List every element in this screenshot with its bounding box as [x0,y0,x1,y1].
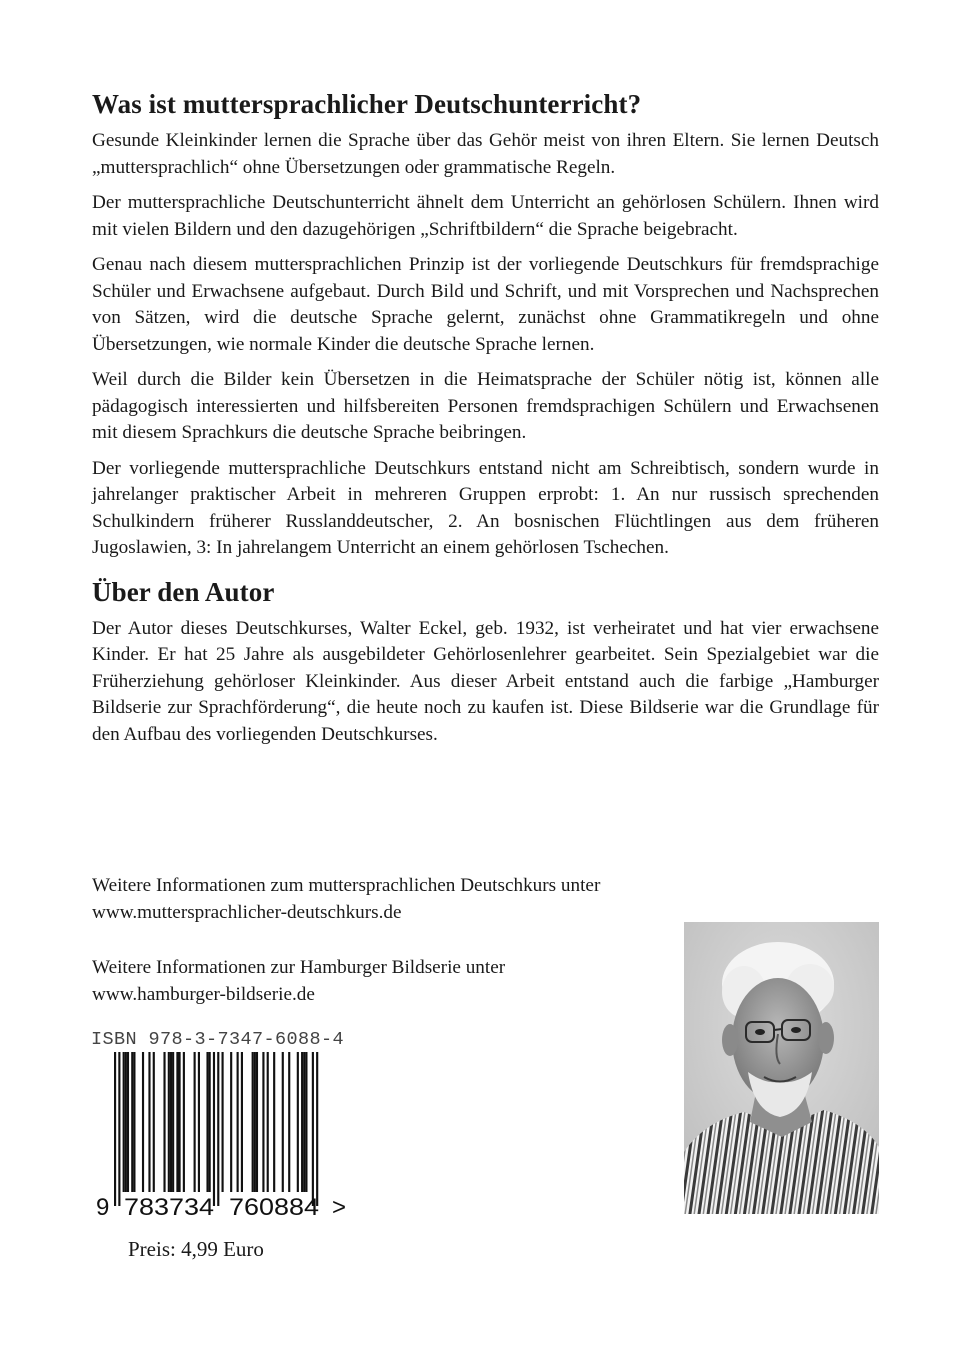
barcode-bar [131,1052,133,1192]
barcode-bar [217,1052,219,1206]
barcode-bar [153,1052,155,1192]
isbn-label: ISBN 978-3-7347-6088-4 [91,1029,345,1050]
barcode-bar [213,1052,215,1206]
paragraph-1: Gesunde Kleinkinder lernen die Sprache über das Gehör meist von ihren Eltern. Sie lernen Deutsch „muttersprachlich“ ohne Übersetzungen oder grammatische Regeln. [92,130,879,178]
barcode-bar [194,1052,196,1192]
info-bildserie-text: Weitere Informationen zur Hamburger Bildserie unter [92,957,506,978]
barcode-bar [241,1052,243,1192]
barcode-lead-digit: 9 [96,1194,110,1221]
barcode-bar [316,1052,318,1206]
barcode-bar [305,1052,307,1192]
barcode-bar [312,1052,314,1206]
section-title-what-is: Was ist muttersprachlicher Deutschunterricht? [92,89,642,119]
price-label: Preis: 4,99 Euro [128,1237,264,1261]
barcode-bar [123,1052,125,1192]
barcode-bar [148,1052,150,1192]
barcode-bar [230,1052,232,1192]
barcode-bar [282,1052,284,1192]
barcode-bar [127,1052,129,1192]
barcode-bar [179,1052,181,1192]
barcode-bar [183,1052,185,1192]
barcode-bar [273,1052,275,1192]
paragraph-5: Der vorliegende muttersprachliche Deutschkurs entstand nicht am Schreibtisch, sondern wurde in jahrelanger praktischer Arbeit in mehreren Gruppen erprobt: 1. An nur russisch sprechenden Schulkindern früherer Russlanddeutscher, 2. An bosnischen Flüchtlingen aus dem früheren Jugoslawien, 3: In jahrelangem Unterricht an einem gehörlosen Tschechen. [92,457,879,558]
barcode-bar [170,1052,172,1192]
barcode-bar [118,1052,120,1206]
barcode-bar [237,1052,239,1192]
barcode-bar [176,1052,178,1192]
barcode-bar [142,1052,144,1192]
info-deutschkurs-url[interactable]: www.muttersprachlicher-deutschkurs.de [92,902,402,923]
paragraph-4: Weil durch die Bilder kein Übersetzen in die Heimatsprache der Schüler nötig ist, können alle pädagogisch interessierten und hilfsbereiten Personen fremdsprachigen Schülern und Erwachsenen mit diesem Sprachkurs die deutsche Sprache beibringen. [92,369,879,443]
barcode-bar [222,1052,224,1192]
paragraph-2: Der muttersprachliche Deutschunterricht ähnelt dem Unterricht an gehörlosen Schülern. Ihnen wird mit vielen Bildern und den dazugehörigen „Schriftbildern“ die Sprache beigebracht. [92,192,879,240]
section-title-about-author: Über den Autor [92,576,275,607]
barcode-bar [133,1052,135,1192]
barcode-bar [288,1052,290,1192]
barcode-bar [267,1052,269,1192]
info-bildserie [92,954,505,1008]
barcode-bar [168,1052,170,1192]
paragraph-3: Genau nach diesem muttersprachlichen Prinzip ist der vorliegende Deutschkurs für fremdsprachige Schüler und Erwachsene aufgebaut. Durch Bild und Schrift, und mit Vorsprechen und Nachsprechen von Sätzen, wird die deutsche Sprache gelernt, zunächst ohne Grammatikregeln und ohne Übersetzungen, wie normale Kinder die deutsche Sprache lernen. [92,254,879,355]
barcode-bar [163,1052,165,1192]
barcode-bar [209,1052,211,1192]
barcode-bar [206,1052,208,1192]
barcode-bars [114,1052,318,1206]
barcode-bar [256,1052,258,1192]
barcode-bar [297,1052,299,1192]
barcode-bar [172,1052,174,1192]
info-deutschkurs [92,872,600,926]
barcode [92,1052,362,1224]
barcode-bar [303,1052,305,1192]
info-deutschkurs-text: Weitere Informationen zum muttersprachlichen Deutschkurs unter [92,875,601,896]
barcode-bar [254,1052,256,1192]
info-bildserie-url[interactable]: www.hamburger-bildserie.de [92,984,315,1005]
barcode-right-digits: 760884 [229,1194,319,1221]
barcode-bar [125,1052,127,1192]
barcode-bar [262,1052,264,1192]
barcode-bar [301,1052,303,1192]
barcode-quiet-mark: > [332,1194,347,1221]
barcode-bar [114,1052,116,1206]
barcode-bar [198,1052,200,1192]
barcode-left-digits: 783734 [124,1194,214,1221]
text-column [92,86,879,757]
barcode-bar [252,1052,254,1192]
author-paragraph: Der Autor dieses Deutschkurses, Walter Eckel, geb. 1932, ist verheiratet und hat vier erwachsene Kinder. Er hat 25 Jahre als ausgebildeter Gehörlosenlehrer gearbeitet. Sein Spezialgebiet war die Früherziehung gehörloser Kleinkinder. Aus dieser Arbeit entstand auch die farbige „Hamburger Bildserie zur Sprachförderung“, die heute noch zu kaufen ist. Diese Bildserie war die Grundlage für den Aufbau des vorliegenden Deutschkurses. [92,617,879,745]
author-photo [684,922,879,1214]
